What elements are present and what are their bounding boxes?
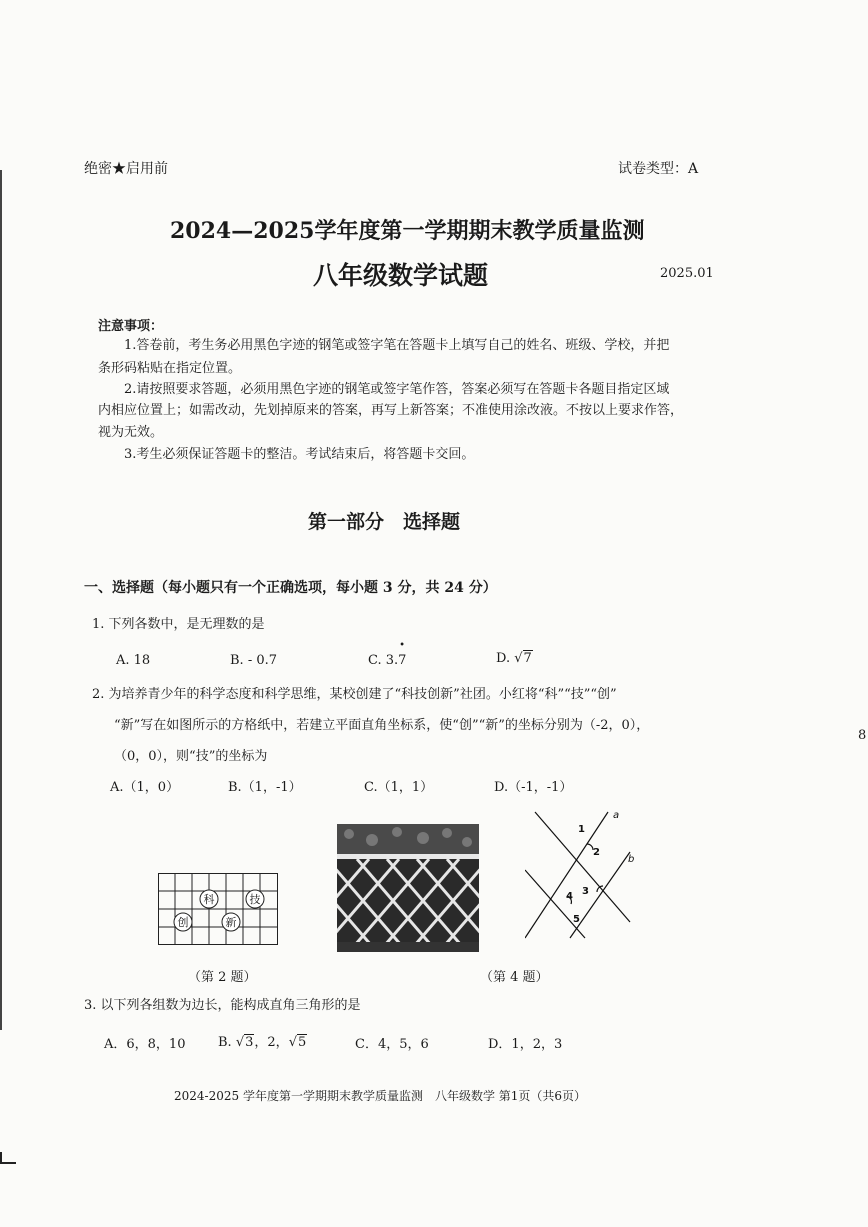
fence-photo [337, 824, 479, 952]
edge-mark: 8 [858, 728, 867, 743]
notice-line-1: 1.答卷前，考生务必用黑色字迹的钢笔或签字笔在答题卡上填写自己的姓名、班级、学校，并把 [124, 338, 670, 353]
char-ke: 科 [203, 893, 215, 906]
notice-line-2b: 内相应位置上；如需改动，先划掉原来的答案，再写上新答案；不准使用涂改液。不按以上要求作答， [98, 403, 684, 418]
q3-stem: 3. 以下列各组数为边长，能构成直角三角形的是 [84, 998, 361, 1013]
notice-line-2c: 视为无效。 [98, 425, 164, 440]
part1-heading: 第一部分 选择题 [308, 511, 461, 533]
line-b [570, 852, 630, 938]
scan-edge-line [0, 170, 2, 1030]
scan-corner-mark [0, 1152, 16, 1164]
angle-label-5: 5 [573, 914, 580, 925]
q1-option-a: A. 18 [116, 653, 151, 668]
q3-option-a: A．6，8，10 [104, 1037, 186, 1052]
label-a: a [613, 810, 620, 821]
sqrt-symbol: √7 [514, 651, 532, 666]
notice-line-3: 3.考生必须保证答题卡的整洁。考试结束后，将答题卡交回。 [124, 447, 475, 462]
notice-line-2: 2.请按照要求答题，必须用黑色字迹的钢笔或签字笔作答，答案必须写在答题卡各题目指定区域 [124, 382, 670, 397]
angle-label-4: 4 [566, 891, 573, 902]
angle-label-3: 3 [582, 886, 589, 897]
q1-option-d: D. √7 [496, 651, 532, 666]
page-footer: 2024-2025 学年度第一学期期末教学质量监测 八年级数学 第1页（共6页） [174, 1089, 587, 1103]
fig4-caption: （第 4 题） [480, 970, 549, 985]
notice-line-1b: 条形码粘贴在指定位置。 [98, 361, 242, 376]
char-ji: 技 [249, 893, 261, 906]
q2-line-1: 2. 为培养青少年的科学态度和科学思维，某校创建了“科技创新”社团。小红将“科”“技”“创” [92, 687, 617, 702]
transversal-2 [525, 870, 585, 938]
q3-option-c: C．4，5，6 [355, 1037, 429, 1052]
grid-figure [158, 873, 278, 945]
q1-stem: 1. 下列各数中，是无理数的是 [92, 617, 265, 632]
notice-heading: 注意事项： [98, 319, 164, 334]
sqrt-symbol: √5 [288, 1035, 307, 1050]
exam-title: 2024—2025学年度第一学期期末教学质量监测 [170, 218, 645, 244]
angle-label-2: 2 [593, 847, 600, 858]
angle-label-1: 1 [578, 824, 585, 835]
fig2-caption: （第 2 题） [188, 970, 257, 985]
repeating-dot: • [399, 640, 406, 651]
q2-option-a: A.（1，0） [110, 780, 180, 795]
char-xin: 新 [225, 916, 237, 929]
q2-line-2: “新”写在如图所示的方格纸中，若建立平面直角坐标系，使“创”“新”的坐标分别为（-2，0）， [114, 718, 650, 733]
paper-type-label: 试卷类型：A [618, 161, 699, 177]
char-chuang: 创 [177, 916, 189, 929]
q1-option-c: C. 3. • 7 [368, 640, 407, 668]
q2-line-3: （0，0），则“技”的坐标为 [114, 749, 268, 764]
line-a [525, 812, 608, 938]
exam-date: 2025.01 [660, 266, 714, 281]
q1-option-b: B. - 0.7 [230, 653, 278, 668]
label-b: b [628, 854, 635, 865]
q3-option-b: B. √3，2，√5 [218, 1035, 307, 1050]
confidential-label: 绝密★启用前 [84, 161, 168, 177]
q2-option-c: C.（1，1） [364, 780, 434, 795]
exam-subtitle: 八年级数学试题 [313, 261, 489, 290]
q3-option-d: D．1，2，3 [488, 1037, 563, 1052]
sqrt-symbol: √3 [235, 1035, 254, 1050]
q2-option-d: D.（-1，-1） [494, 780, 573, 795]
q2-option-b: B.（1，-1） [228, 780, 302, 795]
section-heading: 一、选择题（每小题只有一个正确选项，每小题 3 分，共 24 分） [84, 580, 497, 596]
parallel-lines-figure [525, 810, 645, 940]
